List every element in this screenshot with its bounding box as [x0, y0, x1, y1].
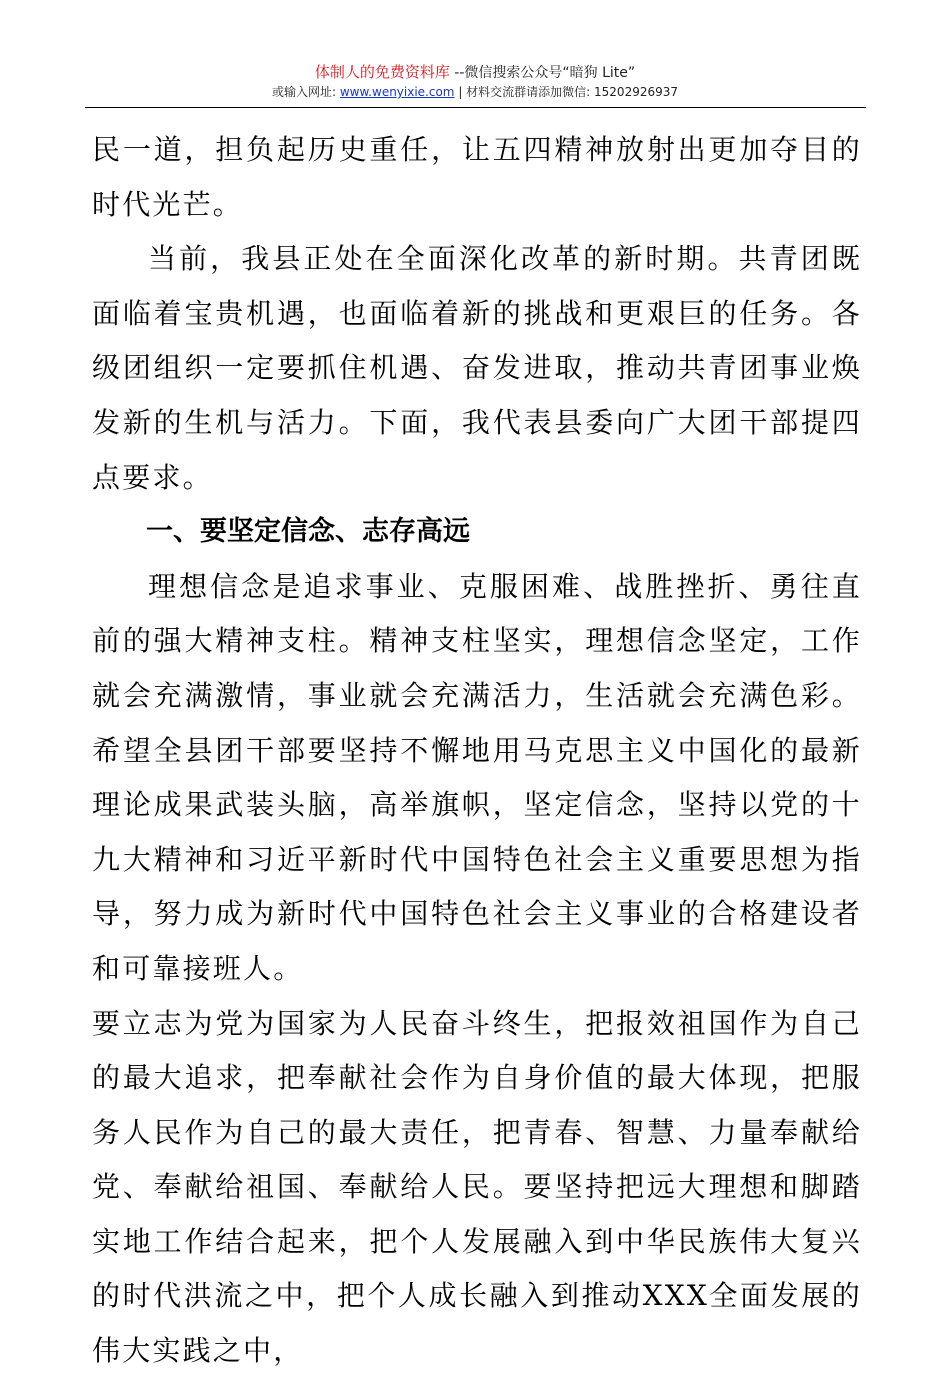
header-contact: | 材料交流群请添加微信: 15202926937	[454, 85, 679, 99]
header-url-link[interactable]: www.wenyixie.com	[339, 85, 455, 99]
header-suffix: --微信搜索公众号“暗狗 Lite”	[449, 65, 636, 81]
document-body	[92, 123, 862, 1379]
section-heading: 一、要坚定信念、志存高远	[146, 516, 470, 548]
page-header	[0, 62, 950, 101]
paragraph: 当前，我县正处在全面深化改革的新时期。共青团既面临着宝贵机遇，也面临着新的挑战和更艰巨的任务。各级团组织一定要抓住机遇、奋发进取，推动共青团事业焕发新的生机与活力。下面，我代表县委向广大团干部提四点要求。	[92, 242, 862, 494]
header-divider	[85, 107, 866, 108]
header-line-1	[0, 62, 950, 83]
header-url-prefix: 或输入网址:	[271, 85, 340, 99]
paragraph: 要立志为党为国家为人民奋斗终生，把报效祖国作为自己的最大追求，把奉献社会作为自身价值的最大体现，把服务人民作为自己的最大责任，把青春、智慧、力量奉献给党、奉献给祖国、奉献给人民。要坚持把远大理想和脚踏实地工作结合起来，把个人发展融入到中华民族伟大复兴的时代洪流之中，把个人成长融入到推动XXX全面发展的伟大实践之中，	[92, 1006, 862, 1368]
header-line-2	[0, 83, 950, 101]
header-brand: 体制人的免费资料库	[314, 63, 450, 81]
paragraph: 理想信念是追求事业、克服困难、战胜挫折、勇往直前的强大精神支柱。精神支柱坚实，理想信念坚定，工作就会充满激情，事业就会充满活力，生活就会充满色彩。希望全县团干部要坚持不懈地用马克思主义中国化的最新理论成果武装头脑，高举旗帜，坚定信念，坚持以党的十九大精神和习近平新时代中国特色社会主义重要思想为指导，努力成为新时代中国特色社会主义事业的合格建设者和可靠接班人。	[92, 569, 862, 985]
paragraph: 民一道，担负起历史重任，让五四精神放射出更加夺目的时代光芒。	[92, 133, 862, 221]
